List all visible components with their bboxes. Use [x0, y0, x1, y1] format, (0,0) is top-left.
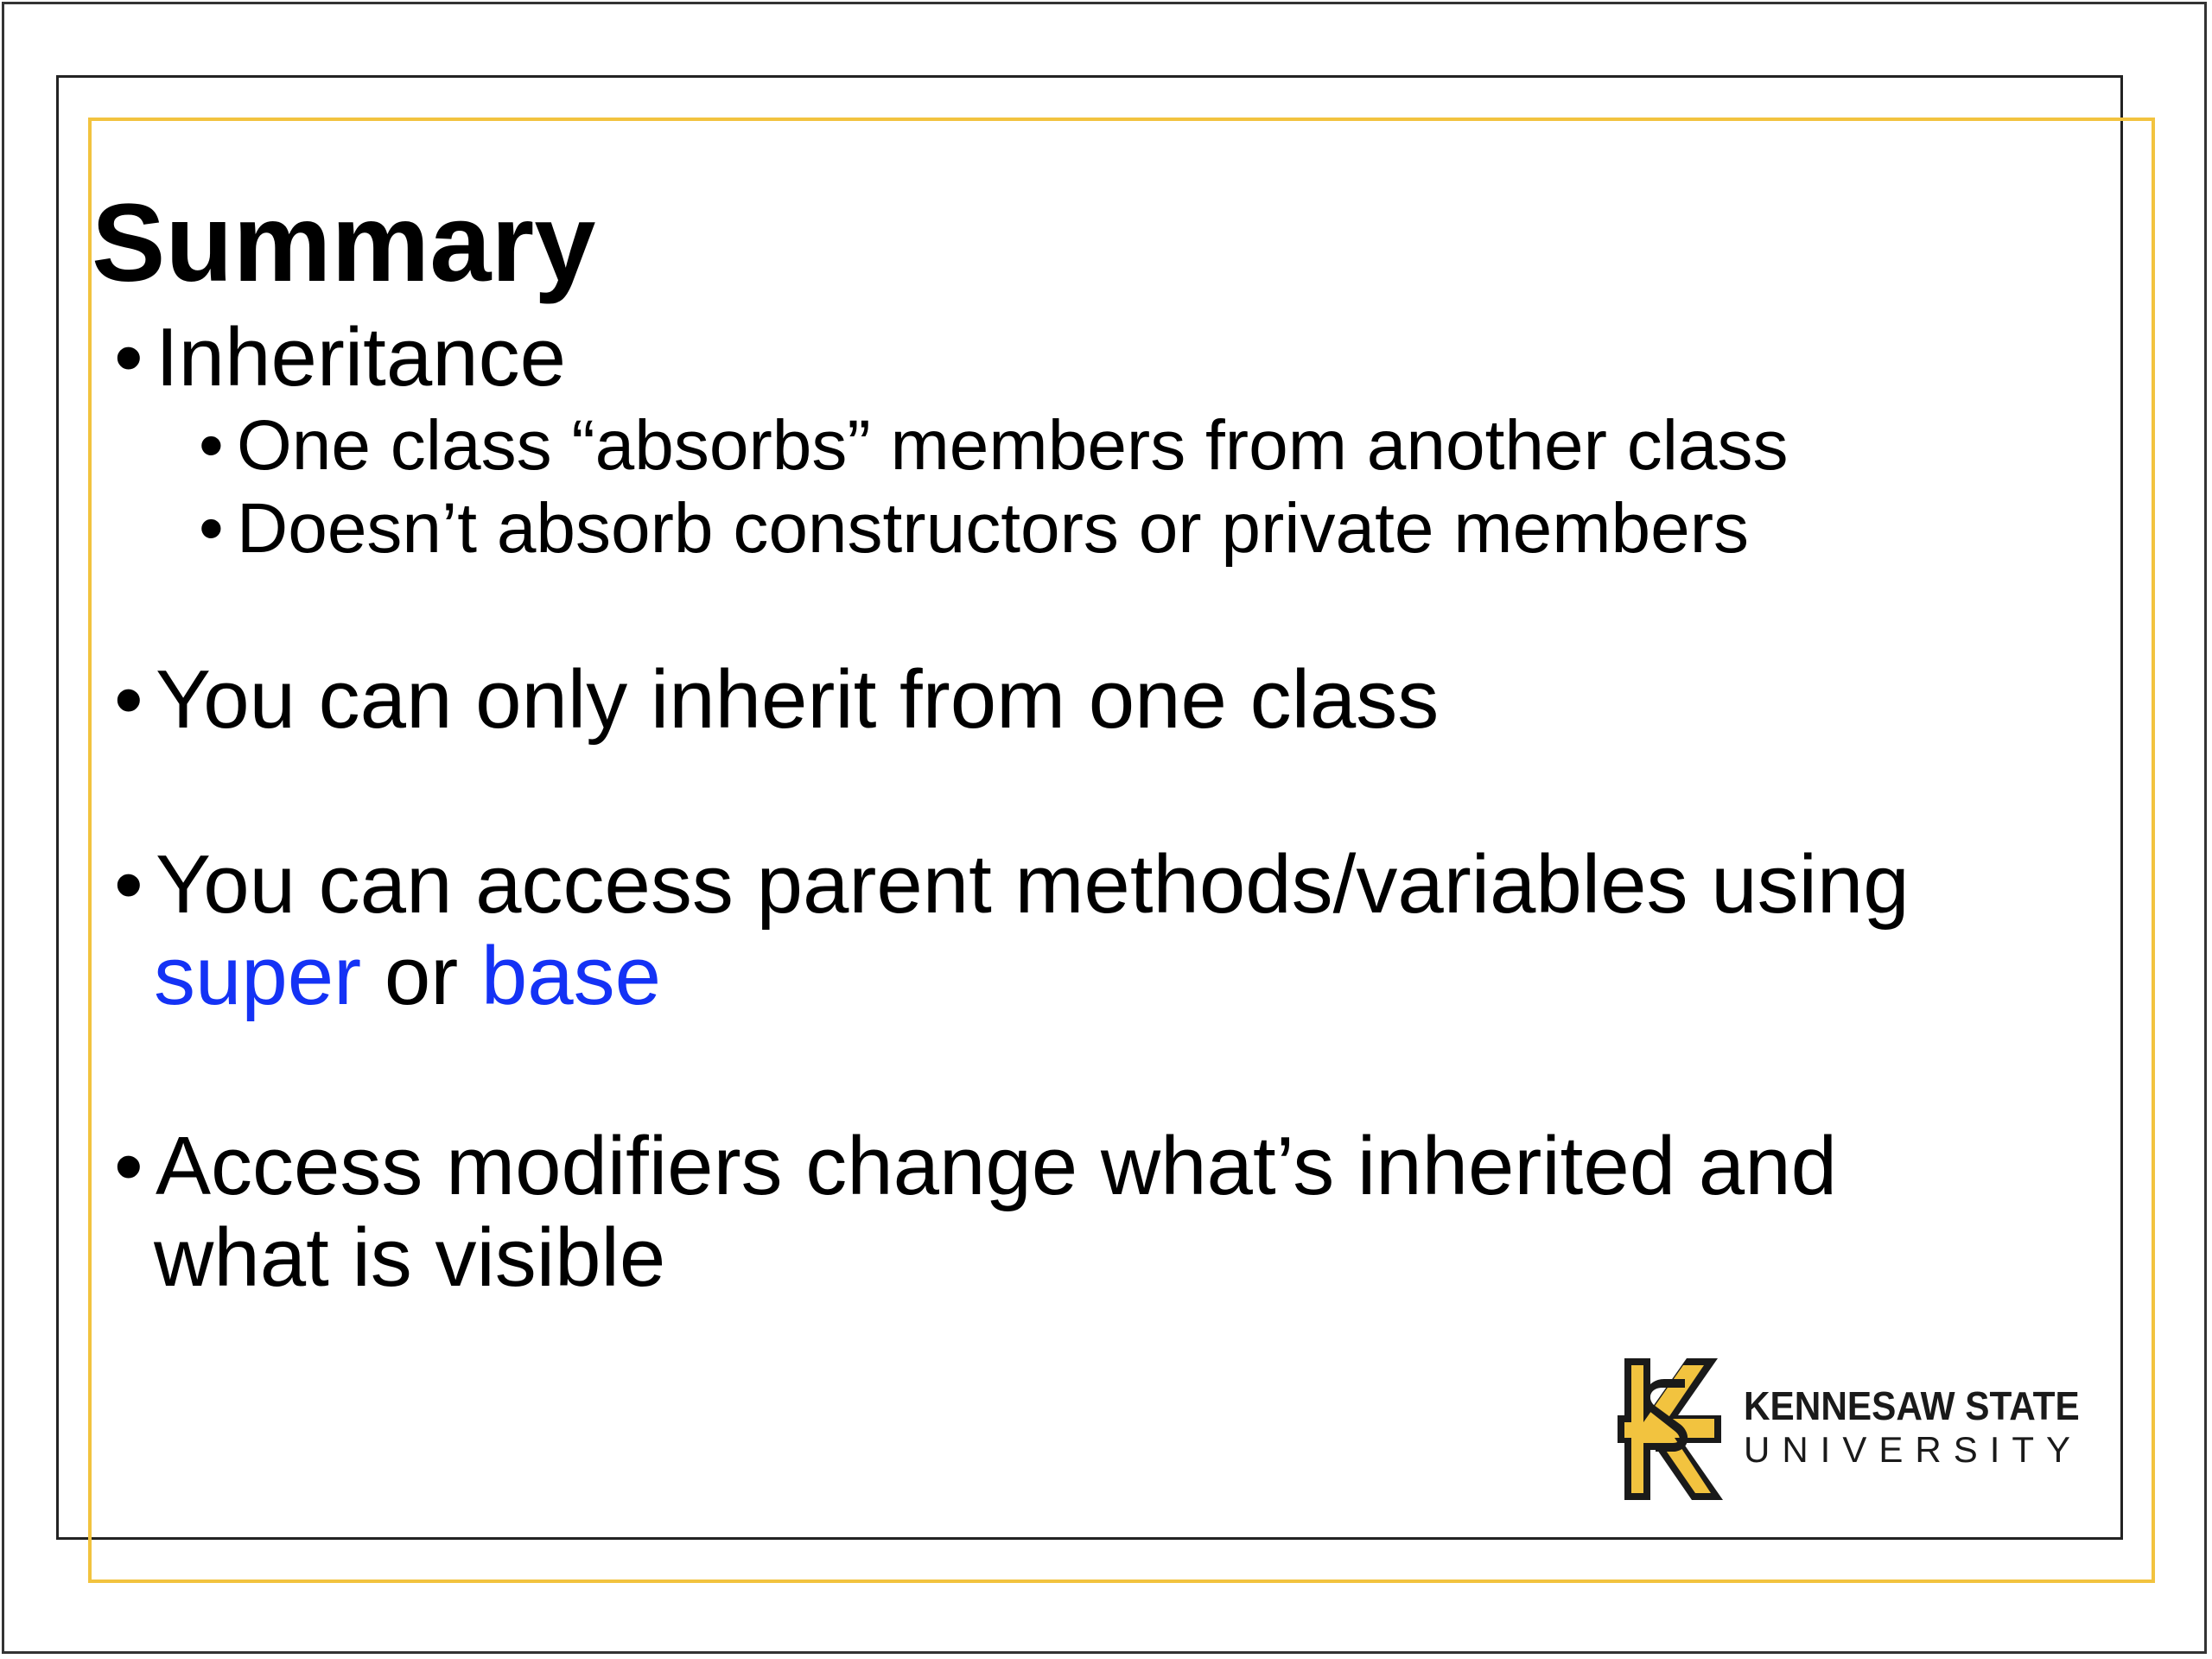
bullet-text: You can access parent methods/variables using	[156, 838, 1910, 931]
bullet-parent-access	[114, 838, 1910, 931]
bullet-dot: •	[114, 838, 143, 931]
bullet-dot: •	[114, 653, 143, 746]
sub-bullet-absorbs	[199, 404, 1789, 487]
bullet-dot: •	[199, 489, 224, 568]
sub-bullet-constructors	[199, 487, 1750, 570]
bullet-text: Inheritance	[156, 311, 566, 404]
ksu-monogram-icon	[1612, 1353, 1730, 1505]
bullet-access-modifiers	[114, 1120, 1837, 1213]
keyword-super: super	[154, 930, 362, 1022]
bullet-access-modifiers-continuation	[154, 1211, 665, 1305]
slide-title: Summary	[92, 181, 596, 305]
connector-text: or	[361, 930, 481, 1022]
sub-bullet-text: Doesn’t absorb constructors or private members	[237, 489, 1750, 568]
bullet-text: Access modifiers change what’s inherited and	[156, 1120, 1837, 1212]
logo-text-kennesaw-state: KENNESAW STATE	[1744, 1383, 2080, 1428]
bullet-parent-access-continuation	[154, 930, 661, 1023]
bullet-single-inheritance	[114, 653, 1440, 747]
sub-bullet-text: One class “absorbs” members from another class	[237, 406, 1789, 485]
bullet-dot: •	[114, 311, 143, 404]
bullet-dot: •	[199, 406, 224, 485]
bullet-text: You can only inherit from one class	[156, 653, 1440, 746]
bullet-inheritance	[114, 311, 566, 404]
keyword-base: base	[480, 930, 662, 1022]
bullet-text: what is visible	[154, 1211, 666, 1304]
bullet-dot: •	[114, 1120, 143, 1212]
ksu-logo	[1612, 1353, 2083, 1505]
logo-text-university: UNIVERSITY	[1744, 1429, 2083, 1470]
